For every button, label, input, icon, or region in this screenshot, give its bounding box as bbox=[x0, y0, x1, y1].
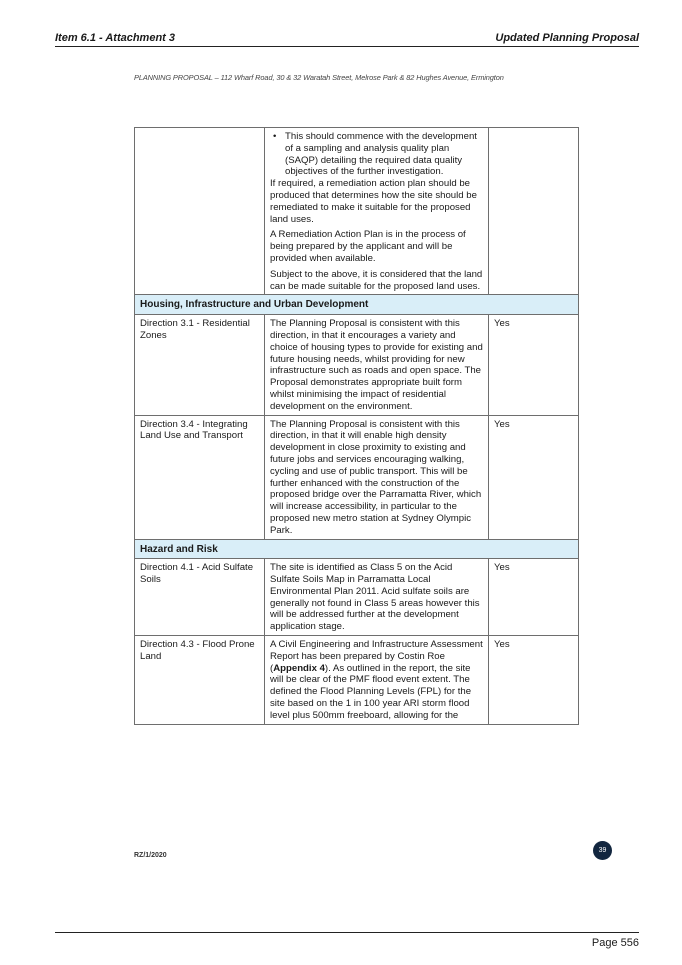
table-row bbox=[135, 559, 579, 636]
comment-cell: The site is identified as Class 5 on the Acid Sulfate Soils Map in Parramatta Local Environmental Plan 2011. Acid sulfate soils are generally not found in Class 5 areas however this will be addressed further at the development application stage. bbox=[265, 559, 489, 636]
direction-cell: Direction 4.1 - Acid Sulfate Soils bbox=[135, 559, 265, 636]
direction-cell: Direction 4.3 - Flood Prone Land bbox=[135, 636, 265, 725]
comment-text: ). As outlined in the report, the site will be clear of the PMF flood event extent. The defined the Flood Planning Levels (FPL) for the site based on the 1 in 100 year ARI storm flood level plus 500mm freeboard, allowing for the bbox=[270, 662, 472, 721]
top-header bbox=[55, 32, 639, 47]
comment-cell bbox=[265, 636, 489, 725]
comment-text: A Civil Engineering and Infrastructure Assessment Report has been prepared by Costin Roe ( bbox=[270, 639, 483, 674]
document-title: Updated Planning Proposal bbox=[495, 32, 639, 44]
proposal-header: PLANNING PROPOSAL – 112 Wharf Road, 30 & 32 Waratah Street, Melrose Park & 82 Hughes Avenue, Ermington bbox=[134, 73, 504, 82]
table-row bbox=[135, 315, 579, 415]
list-item: • This should commence with the development of a sampling and analysis quality plan (SAQP) detailing the required data quality objectives of the further investigation. bbox=[285, 131, 484, 178]
appendix-reference: Appendix 4 bbox=[273, 662, 325, 674]
section-heading-row bbox=[135, 295, 579, 315]
paragraph: A Remediation Action Plan is in the process of being prepared by the applicant and will be provided when available. bbox=[270, 229, 466, 264]
consistency-cell: Yes bbox=[489, 415, 579, 539]
paragraph: If required, a remediation action plan should be produced that determines how the site should be remediated to make it suitable for the proposed land uses. bbox=[270, 178, 477, 225]
attachment-label: Item 6.1 - Attachment 3 bbox=[55, 32, 176, 44]
direction-cell bbox=[135, 128, 265, 295]
table-row bbox=[135, 415, 579, 539]
table-row bbox=[135, 128, 579, 295]
page-number: Page 556 bbox=[591, 937, 639, 949]
page-badge: 39 bbox=[593, 841, 612, 860]
reference-number: RZ/1/2020 bbox=[134, 852, 167, 859]
consistency-cell: Yes bbox=[489, 636, 579, 725]
section-heading-row bbox=[135, 539, 579, 559]
direction-cell: Direction 3.1 - Residential Zones bbox=[135, 315, 265, 415]
comment-cell: The Planning Proposal is consistent with this direction, in that it will enable high density development in close proximity to existing and future jobs and services encouraging walking, cycling and use of public transport. This will be further enhanced with the construction of the proposed bridge over the Parramatta River, which will increase accessibility, in particular to the proposed new metro station at Sydney Olympic Park. bbox=[265, 415, 489, 539]
direction-cell: Direction 3.4 - Integrating Land Use and Transport bbox=[135, 415, 265, 539]
table-row bbox=[135, 636, 579, 725]
section-heading: Housing, Infrastructure and Urban Development bbox=[135, 295, 579, 315]
consistency-cell bbox=[489, 128, 579, 295]
consistency-cell: Yes bbox=[489, 559, 579, 636]
consistency-table bbox=[134, 127, 579, 725]
section-heading: Hazard and Risk bbox=[135, 539, 579, 559]
footer-divider bbox=[55, 932, 639, 933]
paragraph: Subject to the above, it is considered that the land can be made suitable for the proposed land uses. bbox=[270, 268, 483, 292]
comment-cell bbox=[265, 128, 489, 295]
bullet-list bbox=[270, 131, 484, 178]
comment-cell: The Planning Proposal is consistent with this direction, in that it encourages a variety and choice of housing types to provide for existing and future housing needs, whilst providing for new infrastructure such as roads and open space. The Proposal demonstrates appropriate built form whilst minimising the impact of residential development on the environment. bbox=[265, 315, 489, 415]
consistency-cell: Yes bbox=[489, 315, 579, 415]
